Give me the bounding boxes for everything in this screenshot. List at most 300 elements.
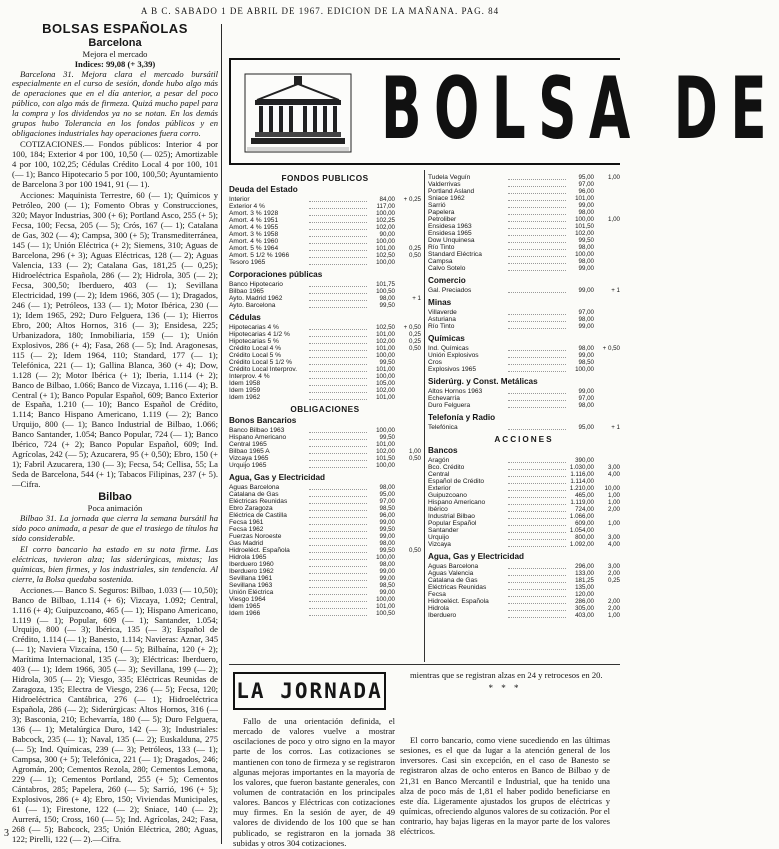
table-row <box>428 345 620 352</box>
security-name: Sevillana 1963 <box>229 582 273 589</box>
security-name: Sevillana 1961 <box>229 575 273 582</box>
quote-value: 1.119,00 <box>570 499 594 506</box>
security-name: Amort. 5 % 1964 <box>229 245 279 252</box>
quote-value: 100,00 <box>376 210 395 217</box>
leader-dots <box>309 457 367 461</box>
security-name: Río Tinto <box>428 244 455 251</box>
table-row <box>229 526 421 533</box>
leader-dots <box>309 326 367 330</box>
quote-change: 0,50 <box>408 252 421 259</box>
quote-value: 465,00 <box>575 492 594 499</box>
security-name: Idem 1966 <box>229 610 261 617</box>
barcelona-indices: Indices: 99,08 (+ 3,39) <box>74 58 156 69</box>
quote-value: 99,50 <box>379 302 395 309</box>
security-name: Industrial Bilbao <box>428 513 475 520</box>
quote-value: 99,00 <box>578 323 594 330</box>
security-name: Fecsa 1962 <box>229 526 264 533</box>
quote-change: 0,50 <box>408 345 421 352</box>
leader-dots <box>309 584 367 588</box>
security-name: Echevarría <box>428 395 460 402</box>
leader-dots <box>309 361 367 365</box>
security-name: Aguas Barcelona <box>229 484 280 491</box>
security-name: Hipotecarias 5 % <box>229 338 279 345</box>
leader-dots <box>309 570 367 574</box>
quote-value: 98,00 <box>578 258 594 265</box>
leader-dots <box>508 289 566 293</box>
leader-dots <box>309 486 367 490</box>
security-name: Urquijo <box>428 534 449 541</box>
security-name: Gal. Preciados <box>428 287 472 294</box>
security-name: Aragón <box>428 457 450 464</box>
table-row <box>428 598 620 605</box>
quote-value: 102,00 <box>376 448 395 455</box>
security-name: Español de Crédito <box>428 478 485 485</box>
security-name: Bilbao 1965 A <box>229 448 270 455</box>
leader-dots <box>309 254 367 258</box>
security-name: Sniace 1962 <box>428 195 465 202</box>
leader-dots <box>309 333 367 337</box>
leader-dots <box>309 205 367 209</box>
leader-dots <box>508 260 566 264</box>
leader-dots <box>508 246 566 250</box>
table-row <box>428 499 620 506</box>
quotes-column-right <box>428 170 620 619</box>
leader-dots <box>508 494 566 498</box>
quote-value: 101,00 <box>376 245 395 252</box>
quote-change: 2,00 <box>607 598 620 605</box>
table-section <box>229 473 421 617</box>
table-section <box>428 174 620 272</box>
barcelona-para-3: Acciones: Maquinista Terrestre, 60 (— 1); Químicos y Petróleo, 200 (— 1); Fomento Obras y Construcciones, 320; Mayor Industrias, 300 (+ 6); Portland Asco, 255 (+ 5); Fecsa, 100; Fecsa, 205 (— 5); Crós, 167 (— 1); Catalana de Gas, 302 (— 4); Campsa, 300 (+ 5); Transmediterránea, 145 (— 1); Unión Eléctrica (+ 2); Siemens, 310; Aguas de Barcelona, 296 (+ 3); Aguas Eléctricas, 128 (— 2); Aguas Valencia, 133 (— 2); Catalana Gas, 181,25 (— 0,25); Hidroeléctrica Española, 286 (— 2); Hidrola, 305 (— 2); Fecsa, 300,50; Iberduero, 403 (— 1); Sevillana Electricidad, 199 (— 2); Idem 1966, 305 (— 1); Dragados, 246 (— 1); Petróleos, 133 (— 1); Motor Ibérica, 230 (— 1); Idem 1965, 292; Duro Felguera, 136 (— 1); Hierros Ebro, 200; Altos Hornos, 316 (— 3); Ensidesa, 225; Urbanizadora, 180; Inmobiliaria, 159 (— 1); Unión Explosivos, 286 (+ 4); Fasa, 268 (— 5); Ind. Aragonesas, 115 (— 2); Idem 1964, 110; Standard, 177 (— 1); Telefónica, 221 (— 1); Gallina Blanca, 360 (+ 4); Dow, 1.128 (— 2); Motor Ibérica (+ 1); Iberia, 1.114 (+ 2); Banco de Bilbao, 1.066; Banco de Vizcaya, 1.116 (— 4); B. Central (+ 1); Banco Popular Español, 609; Banco Exterior de España, 1.210 (— 10); Banco Español de Crédito, 1.114; Banco Hispano Americano, 1.119 (— 2); Banco Urquijo, 800 (— 1); Banco Industrial de Bilbao, 1.066; Banco Santander, 1.054; Banco Popular, 724 (— 1); Banco Ibérico, 724 (+ 2); Banco Popular Español, 609; Ind. Agrícolas, 242 (— 5); Azucarera, 95 (+ 0,50); Ebro, 150 (+ 1); Fabril Azucarera, 130 (— 3); Fecsa, 54; Cellisa, 55; La Seda de Barcelona, 544 (+ 1); Tabacos Filipinas, 237 (+ 5).—Cifra. <box>12 190 218 490</box>
table-row <box>428 485 620 492</box>
table-row <box>428 316 620 323</box>
quote-value: 99,00 <box>379 568 395 575</box>
security-name: Fuerzas Noroeste <box>229 533 282 540</box>
leader-dots <box>508 614 566 618</box>
table-row <box>229 505 421 512</box>
quote-value: 1.054,00 <box>569 527 594 534</box>
leader-dots <box>309 577 367 581</box>
leader-dots <box>309 591 367 595</box>
quote-value: 99,00 <box>578 202 594 209</box>
leader-dots <box>508 253 566 257</box>
table-row <box>229 484 421 491</box>
leader-dots <box>508 600 566 604</box>
quote-value: 99,50 <box>379 547 395 554</box>
quote-value: 100,00 <box>575 251 594 258</box>
leader-dots <box>309 556 367 560</box>
bilbao-title: Bilbao <box>98 491 132 504</box>
quote-value: 609,00 <box>575 520 594 527</box>
quote-change: 10,00 <box>604 485 620 492</box>
security-name: Ebro Zaragoza <box>229 505 273 512</box>
quote-value: 100,00 <box>575 216 594 223</box>
left-column <box>12 22 218 844</box>
quote-value: 101,00 <box>376 366 395 373</box>
security-name: Petroliber <box>428 216 457 223</box>
table-row <box>428 287 620 294</box>
bilbao-para-2: El corro bancario ha estado en su nota firme. Las eléctricas, tuvieron alza; las siderúrgicas, mixtas; las químicas, bien firmes, y los industriales, sin tendencia. Al cierre, la Bolsa quedaba sostenida. <box>12 543 218 584</box>
table-section-title: Comercio <box>428 276 466 285</box>
table-row <box>428 541 620 548</box>
quote-change: 4,00 <box>607 471 620 478</box>
table-row <box>428 527 620 534</box>
table-row <box>428 251 620 258</box>
table-row <box>229 519 421 526</box>
security-name: Hispano Americano <box>229 434 287 441</box>
table-row <box>428 352 620 359</box>
quote-value: 99,50 <box>379 434 395 441</box>
table-section-title: OBLIGACIONES <box>290 405 360 414</box>
quote-value: 96,00 <box>379 512 395 519</box>
quote-value: 305,00 <box>575 605 594 612</box>
leader-dots <box>508 311 566 315</box>
security-name: Central <box>428 471 450 478</box>
security-name: Unión Eléctrica <box>229 589 274 596</box>
quote-value: 135,00 <box>575 584 594 591</box>
quote-value: 90,00 <box>379 231 395 238</box>
quote-change: + 0,50 <box>403 324 421 331</box>
security-name: Idem 1959 <box>229 387 261 394</box>
quote-value: 1.092,00 <box>569 541 594 548</box>
security-name: Amort. 3 % 1928 <box>229 210 279 217</box>
quote-value: 98,00 <box>578 209 594 216</box>
quotes-tables <box>229 170 620 662</box>
security-name: Tudela Veguín <box>428 174 471 181</box>
leader-dots <box>508 176 566 180</box>
leader-dots <box>309 396 367 400</box>
table-row <box>229 427 421 434</box>
security-name: Cros <box>428 359 442 366</box>
table-row <box>229 373 421 380</box>
quote-value: 390,00 <box>575 457 594 464</box>
leader-dots <box>508 593 566 597</box>
leader-dots <box>309 443 367 447</box>
security-name: Aguas Valencia <box>428 570 474 577</box>
security-name: Viesgo 1964 <box>229 596 266 603</box>
leader-dots <box>309 304 367 308</box>
leader-dots <box>309 521 367 525</box>
quote-value: 98,00 <box>379 540 395 547</box>
barcelona-subtitle: Mejora el mercado <box>82 48 148 59</box>
table-row <box>229 582 421 589</box>
table-row <box>229 359 421 366</box>
table-row <box>229 288 421 295</box>
table-row <box>229 345 421 352</box>
security-name: Bco. Crédito <box>428 464 465 471</box>
table-row <box>229 491 421 498</box>
security-name: Calvo Sotelo <box>428 265 466 272</box>
security-name: Crédito Local Interprov. <box>229 366 298 373</box>
leader-dots <box>508 466 566 470</box>
jornada-text-3: El corro bancario, como viene sucediendo en las últimas sesiones, es el que da lugar a la atención general de los inversores. Casi sin excepción, en el caso de Banesto se registraron alzas de ocho enteros en Banco de Bilbao y de 21,31 en Banco Mercantil e Industrial, que ha tenido una alza de poco más de 1,81 el haber podido beneficiarse en este día. Ligeramente ajustados los grupos de eléctricas y químicas, ofreciendo algunos valores de su cotización. Por el contrario, hay bajas ligeras en la mayor parte de los valores eléctricos. <box>400 735 611 837</box>
table-row <box>229 224 421 231</box>
table-section-title: Cédulas <box>229 313 261 322</box>
leader-dots <box>309 436 367 440</box>
quote-value: 99,50 <box>379 526 395 533</box>
leader-dots <box>309 198 367 202</box>
security-name: Ind. Químicas <box>428 345 469 352</box>
quote-value: 1.030,00 <box>569 464 594 471</box>
security-name: Hidrola 1965 <box>229 554 267 561</box>
page-header: A B C. SABADO 1 DE ABRIL DE 1967. EDICION DE LA MAÑANA. PAG. 84 <box>140 6 500 16</box>
quote-value: 99,00 <box>379 533 395 540</box>
leader-dots <box>309 598 367 602</box>
security-name: Fecsa <box>428 591 446 598</box>
quote-value: 102,00 <box>376 387 395 394</box>
leader-dots <box>508 536 566 540</box>
table-row <box>229 352 421 359</box>
table-row <box>428 577 620 584</box>
quote-change: 1,00 <box>408 448 421 455</box>
leader-dots <box>309 226 367 230</box>
table-row <box>229 302 421 309</box>
security-name: Amort. 4 % 1951 <box>229 217 279 224</box>
leader-dots <box>309 528 367 532</box>
leader-dots <box>309 500 367 504</box>
quote-change: 0,25 <box>408 331 421 338</box>
table-row <box>428 570 620 577</box>
security-name: Amort. 3 % 1958 <box>229 231 279 238</box>
table-row <box>229 603 421 610</box>
security-name: Telefónica <box>428 424 458 431</box>
quote-value: 1.210,00 <box>569 485 594 492</box>
quote-value: 286,00 <box>575 598 594 605</box>
quote-value: 99,00 <box>578 265 594 272</box>
leader-dots <box>508 218 566 222</box>
table-row <box>428 492 620 499</box>
quote-change: 4,00 <box>607 541 620 548</box>
leader-dots <box>309 233 367 237</box>
leader-dots <box>309 542 367 546</box>
quote-value: 101,00 <box>376 345 395 352</box>
table-section <box>428 435 620 548</box>
quote-value: 100,50 <box>376 610 395 617</box>
table-row <box>428 424 620 431</box>
security-name: Exterior 4 % <box>229 203 265 210</box>
table-row <box>229 540 421 547</box>
table-row <box>428 388 620 395</box>
security-name: Idem 1958 <box>229 380 261 387</box>
leader-dots <box>508 515 566 519</box>
stock-exchange-building-icon <box>243 72 353 154</box>
leader-dots <box>309 507 367 511</box>
leader-dots <box>309 549 367 553</box>
table-section <box>229 174 421 266</box>
quote-value: 99,00 <box>578 388 594 395</box>
security-name: Amort. 4 % 1955 <box>229 224 279 231</box>
leader-dots <box>508 397 566 401</box>
table-row <box>428 223 620 230</box>
table-row <box>428 520 620 527</box>
security-name: Amort. 5 1/2 % 1966 <box>229 252 290 259</box>
security-name: Portland Asland <box>428 188 475 195</box>
quote-value: 97,00 <box>578 181 594 188</box>
table-row <box>229 455 421 462</box>
quote-value: 98,50 <box>379 582 395 589</box>
leader-dots <box>508 572 566 576</box>
security-name: Interior <box>229 196 250 203</box>
leader-dots <box>309 212 367 216</box>
table-row <box>229 259 421 266</box>
quote-change: 1,00 <box>607 520 620 527</box>
leader-dots <box>508 354 566 358</box>
leader-dots <box>309 368 367 372</box>
table-section <box>229 405 421 469</box>
quote-change: 1,00 <box>607 612 620 619</box>
security-name: Catalana de Gas <box>428 577 478 584</box>
security-name: Tesoro 1965 <box>229 259 266 266</box>
security-name: Guipuzcoano <box>428 492 467 499</box>
security-name: Valderrivas <box>428 181 461 188</box>
quote-change: + 0,25 <box>403 196 421 203</box>
security-name: Catalana de Gas <box>229 491 279 498</box>
quote-value: 117,00 <box>376 203 395 210</box>
quote-change: + 1 <box>611 287 620 294</box>
leader-dots <box>309 514 367 518</box>
quote-value: 100,00 <box>376 259 395 266</box>
table-row <box>428 244 620 251</box>
quote-change: 0,50 <box>408 455 421 462</box>
leader-dots <box>508 480 566 484</box>
leader-dots <box>309 340 367 344</box>
quote-value: 99,00 <box>578 287 594 294</box>
quote-change: 2,00 <box>607 570 620 577</box>
jornada-column-1 <box>233 716 395 848</box>
quote-value: 96,00 <box>578 188 594 195</box>
quote-value: 84,00 <box>379 196 395 203</box>
quote-value: 95,00 <box>379 491 395 498</box>
leader-dots <box>508 607 566 611</box>
table-row <box>428 265 620 272</box>
table-section-title: Telefonía y Radio <box>428 413 496 422</box>
quote-value: 102,25 <box>376 217 395 224</box>
quote-value: 99,00 <box>379 589 395 596</box>
quote-value: 98,00 <box>379 561 395 568</box>
leader-dots <box>508 197 566 201</box>
leader-dots <box>309 261 367 265</box>
security-name: Eléctricas Reunidas <box>428 584 487 591</box>
barcelona-para-1: Barcelona 31. Mejora clara el mercado bursátil especialmente en el curso de sesión, donde hubo algo más de operaciones que en el día anterior, a pesar del poco público, con algo más de firmeza. Quizá mucho papel para la compra y los dividendos ya no se notan. En los demás grupos hubo Tolerancia en los fondos públicos y en obligaciones industriales hay operaciones fuera corro. <box>12 68 218 139</box>
quote-value: 100,00 <box>376 427 395 434</box>
jornada-text-2: mientras que se registran alzas en 24 y retrocesos en 20. <box>410 670 603 680</box>
quote-value: 101,75 <box>376 281 395 288</box>
table-section <box>428 334 620 373</box>
table-section-title: Corporaciones públicas <box>229 270 323 279</box>
security-name: Idem 1965 <box>229 603 261 610</box>
table-row <box>428 584 620 591</box>
table-subsection-title: Bonos Bancarios <box>229 416 297 425</box>
leader-dots <box>508 565 566 569</box>
security-name: Exterior <box>428 485 451 492</box>
table-section <box>229 313 421 401</box>
table-row <box>229 533 421 540</box>
table-row <box>428 563 620 570</box>
security-name: Eléctricas Reunidas <box>229 498 288 505</box>
quote-value: 1.066,00 <box>569 513 594 520</box>
quote-value: 800,00 <box>575 534 594 541</box>
section-rule <box>229 664 620 665</box>
quote-value: 97,00 <box>578 309 594 316</box>
security-name: Unión Explosivos <box>428 352 479 359</box>
security-name: Hipotecarias 4 1/2 % <box>229 331 290 338</box>
security-name: Hidroeléct. Española <box>428 598 489 605</box>
security-name: Hidrola <box>428 605 449 612</box>
table-row <box>428 195 620 202</box>
leader-dots <box>508 368 566 372</box>
security-name: Bilbao 1965 <box>229 288 264 295</box>
table-section-title: Siderúrg. y Const. Metálicas <box>428 377 538 386</box>
quote-value: 100,50 <box>376 288 395 295</box>
quote-value: 102,50 <box>376 324 395 331</box>
security-name: Crédito Local 5 % <box>229 352 282 359</box>
security-name: Crédito Local 5 1/2 % <box>229 359 293 366</box>
quote-value: 724,00 <box>575 506 594 513</box>
leader-dots <box>309 429 367 433</box>
leader-dots <box>309 450 367 454</box>
table-row <box>229 210 421 217</box>
jornada-heading-box <box>233 672 386 710</box>
table-row <box>229 338 421 345</box>
table-row <box>229 610 421 617</box>
quote-value: 95,00 <box>578 424 594 431</box>
quote-value: 102,00 <box>376 338 395 345</box>
leader-dots <box>508 347 566 351</box>
quote-change: 1,00 <box>607 499 620 506</box>
quote-value: 101,00 <box>376 603 395 610</box>
quote-value: 133,00 <box>575 570 594 577</box>
table-row <box>229 441 421 448</box>
quote-value: 100,00 <box>376 373 395 380</box>
quote-change: 0,25 <box>408 338 421 345</box>
quote-change: + 1 <box>611 424 620 431</box>
table-row <box>428 402 620 409</box>
table-row <box>428 174 620 181</box>
leader-dots <box>309 283 367 287</box>
security-name: Eléctrica de Castilla <box>229 512 287 519</box>
security-name: Banco Bilbao 1963 <box>229 427 285 434</box>
quote-value: 181,25 <box>575 577 594 584</box>
leader-dots <box>309 347 367 351</box>
quote-value: 99,50 <box>578 237 594 244</box>
leader-dots <box>508 529 566 533</box>
table-row <box>229 203 421 210</box>
table-row <box>229 387 421 394</box>
quote-change: 3,00 <box>607 464 620 471</box>
table-row <box>229 238 421 245</box>
table-subsection-title: Deuda del Estado <box>229 185 298 194</box>
security-name: Altos Hornos 1963 <box>428 388 483 395</box>
table-section <box>229 270 421 309</box>
leader-dots <box>309 219 367 223</box>
quote-change: 3,00 <box>607 534 620 541</box>
security-name: Fecsa 1961 <box>229 519 264 526</box>
bolsa-banner <box>229 58 779 165</box>
security-name: Gas Madrid <box>229 540 264 547</box>
section-title: BOLSAS ESPAÑOLAS <box>42 21 188 36</box>
table-row <box>428 366 620 373</box>
leader-dots <box>309 354 367 358</box>
security-name: Iberduero <box>428 612 457 619</box>
bilbao-para-1: Bilbao 31. La jornada que cierra la semana bursátil ha sido poco animada, a pesar de que el trasiego de títulos ha sido considerable. <box>12 512 218 543</box>
quote-value: 296,00 <box>575 563 594 570</box>
quote-change: 1,00 <box>607 492 620 499</box>
security-name: Asturiana <box>428 316 456 323</box>
table-row <box>229 568 421 575</box>
security-name: Hipotecarias 4 % <box>229 324 279 331</box>
leader-dots <box>508 579 566 583</box>
table-row <box>229 575 421 582</box>
